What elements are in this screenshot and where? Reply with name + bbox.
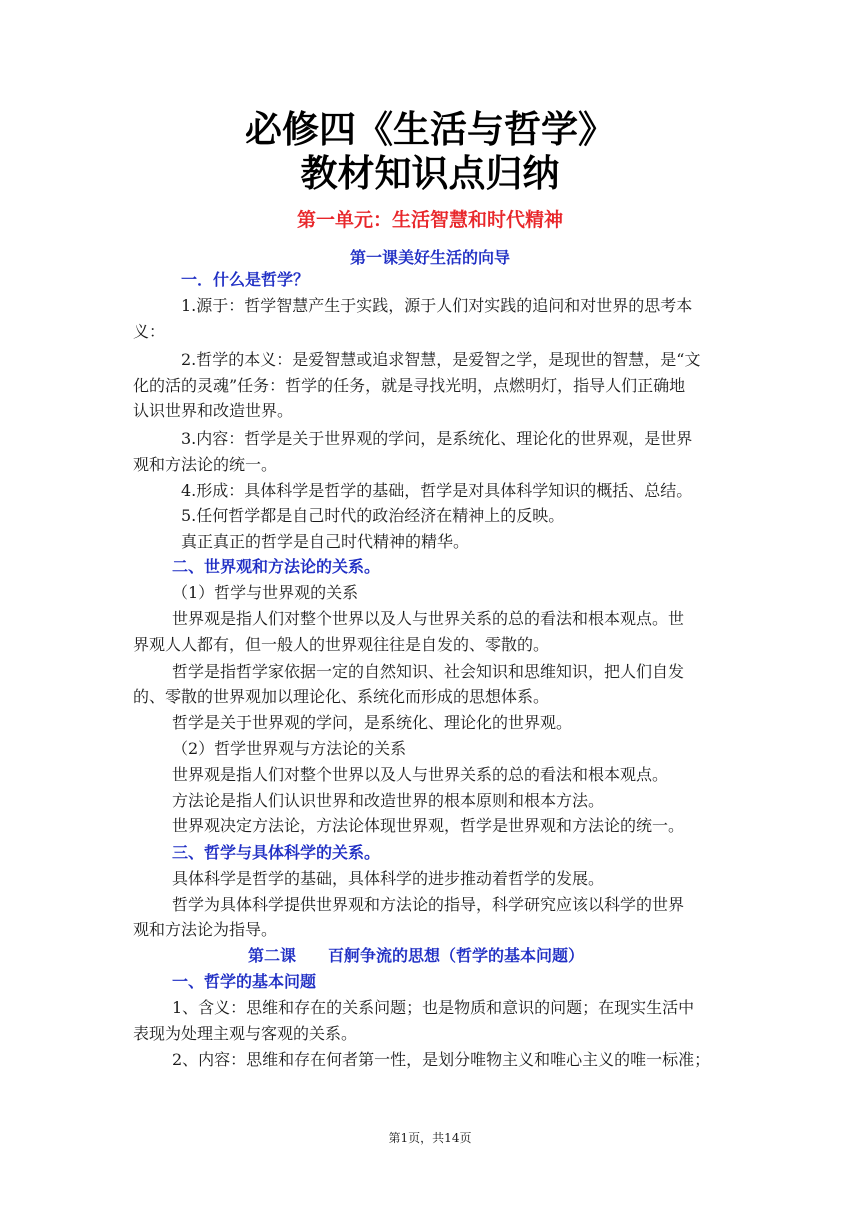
- paragraph-line: 表现为处理主观与客观的关系。: [133, 1024, 358, 1043]
- paragraph-line: 的、零散的世界观加以理论化、系统化而形成的思想体系。: [133, 687, 550, 706]
- section-heading-what-is-philosophy: 一．什么是哲学？: [181, 270, 310, 289]
- paragraph-line: 2.哲学的本义：是爱智慧或追求智慧，是爱智之学，是现世的智慧，是“文: [181, 350, 701, 369]
- section-heading-philosophy-science: 三、哲学与具体科学的关系。: [172, 843, 381, 862]
- paragraph-line: 1、含义：思维和存在的关系问题；也是物质和意识的问题；在现实生活中: [172, 998, 695, 1017]
- doc-title-line1: 必修四《生活与哲学》: [245, 108, 615, 151]
- paragraph-line: 义：: [133, 322, 166, 341]
- paragraph-line: 方法论是指人们认识世界和改造世界的根本原则和根本方法。: [172, 791, 605, 810]
- paragraph-line: 化的活的灵魂”任务：哲学的任务，就是寻找光明，点燃明灯，指导人们正确地: [133, 376, 686, 395]
- paragraph-line: 界观人人都有，但一般人的世界观往往是自发的、零散的。: [133, 635, 550, 654]
- paragraph-line: 观和方法论的统一。: [133, 455, 278, 474]
- paragraph-line: 世界观决定方法论，方法论体现世界观，哲学是世界观和方法论的统一。: [172, 816, 685, 835]
- paragraph-line: 哲学是关于世界观的学问，是系统化、理论化的世界观。: [172, 713, 573, 732]
- lesson1-heading: 第一课美好生活的向导: [349, 248, 510, 267]
- unit-heading: 第一单元：生活智慧和时代精神: [296, 209, 563, 231]
- paragraph-line: 世界观是指人们对整个世界以及人与世界关系的总的看法和根本观点。世: [172, 609, 685, 628]
- paragraph-line: 哲学是指哲学家依据一定的自然知识、社会知识和思维知识，把人们自发: [172, 662, 685, 681]
- subsection-heading: （1）哲学与世界观的关系: [172, 583, 359, 602]
- paragraph-line: 观和方法论为指导。: [133, 920, 278, 939]
- paragraph-line: 3.内容：哲学是关于世界观的学问，是系统化、理论化的世界观，是世界: [181, 429, 693, 448]
- subsection-heading: （2）哲学世界观与方法论的关系: [172, 739, 407, 758]
- paragraph-line: 认识世界和改造世界。: [133, 401, 294, 420]
- paragraph-line: 4.形成：具体科学是哲学的基础，哲学是对具体科学知识的概括、总结。: [181, 481, 693, 500]
- paragraph-line: 具体科学是哲学的基础，具体科学的进步推动着哲学的发展。: [172, 869, 605, 888]
- section-heading-worldview-methodology: 二、世界观和方法论的关系。: [172, 557, 381, 576]
- paragraph-line: 2、内容：思维和存在何者第一性，是划分唯物主义和唯心主义的唯一标准；: [172, 1050, 711, 1069]
- paragraph-line: 真正真正的哲学是自己时代精神的精华。: [181, 532, 470, 551]
- lesson2-heading: 第二课 百舸争流的思想（哲学的基本问题）: [248, 946, 585, 965]
- page-footer: 第1页，共14页: [388, 1131, 472, 1145]
- paragraph-line: 世界观是指人们对整个世界以及人与世界关系的总的看法和根本观点。: [172, 765, 669, 784]
- paragraph-line: 哲学为具体科学提供世界观和方法论的指导，科学研究应该以科学的世界: [172, 895, 685, 914]
- paragraph-line: 1.源于：哲学智慧产生于实践，源于人们对实践的追问和对世界的思考本: [181, 296, 693, 315]
- section-heading-basic-question: 一、哲学的基本问题: [172, 972, 317, 991]
- paragraph-line: 5.任何哲学都是自己时代的政治经济在精神上的反映。: [181, 506, 565, 525]
- doc-title-line2: 教材知识点归纳: [300, 152, 560, 195]
